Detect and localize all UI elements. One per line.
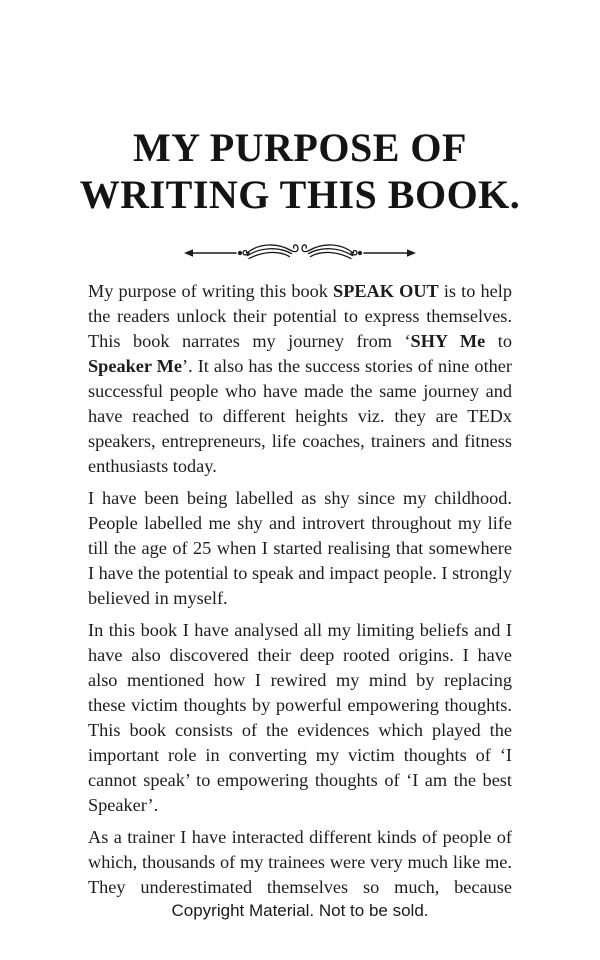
flourish-divider-icon [183, 240, 417, 266]
text-segment: In this book I have analysed all my limiting beliefs and I have also discovered their deep rooted origins. I have also mentioned how I rewired my mind by replacing these victim thoughts by powerful empowering thoughts. This book consists of the evidences which played the important role in converting my victim thoughts of ‘I cannot speak’ to empowering thoughts of ‘I am the best Speaker’. [88, 620, 512, 815]
title-line-2: WRITING THIS BOOK. [79, 172, 521, 217]
title-line-1: MY PURPOSE OF [133, 125, 467, 170]
footer-copyright-notice: Copyright Material. Not to be sold. [171, 901, 429, 920]
page-title [0, 124, 600, 218]
bold-text-segment: SPEAK OUT [333, 281, 439, 301]
paragraph [88, 279, 512, 479]
text-segment: I have been being labelled as shy since my childhood. People labelled me shy and introvert throughout my life till the age of 25 when I started realising that somewhere I have the potential to speak and impact people. I strongly believed in myself. [88, 488, 512, 608]
divider-row [0, 240, 600, 266]
text-segment: ’. It also has the success stories of nine other successful people who have made the same journey and have reached to different heights viz. they are TEDx speakers, entrepreneurs, life coaches, trainers and fitness enthusiasts today. [88, 356, 512, 476]
bold-text-segment: SHY Me [410, 331, 486, 351]
text-segment: is to help the readers unlock their potential to express themselves. This book narrates my journey from ‘ [88, 281, 512, 351]
text-segment: As a trainer I have interacted different kinds of people of which, thousands of my trainees were very much like me. They underestimated themselves so much, because [88, 827, 512, 897]
text-segment: to [485, 331, 512, 351]
paragraph [88, 825, 512, 900]
body-text [88, 279, 512, 900]
paragraph [88, 486, 512, 611]
paragraph [88, 618, 512, 818]
bold-text-segment: Speaker Me [88, 356, 183, 376]
text-segment: My purpose of writing this book [88, 281, 334, 301]
